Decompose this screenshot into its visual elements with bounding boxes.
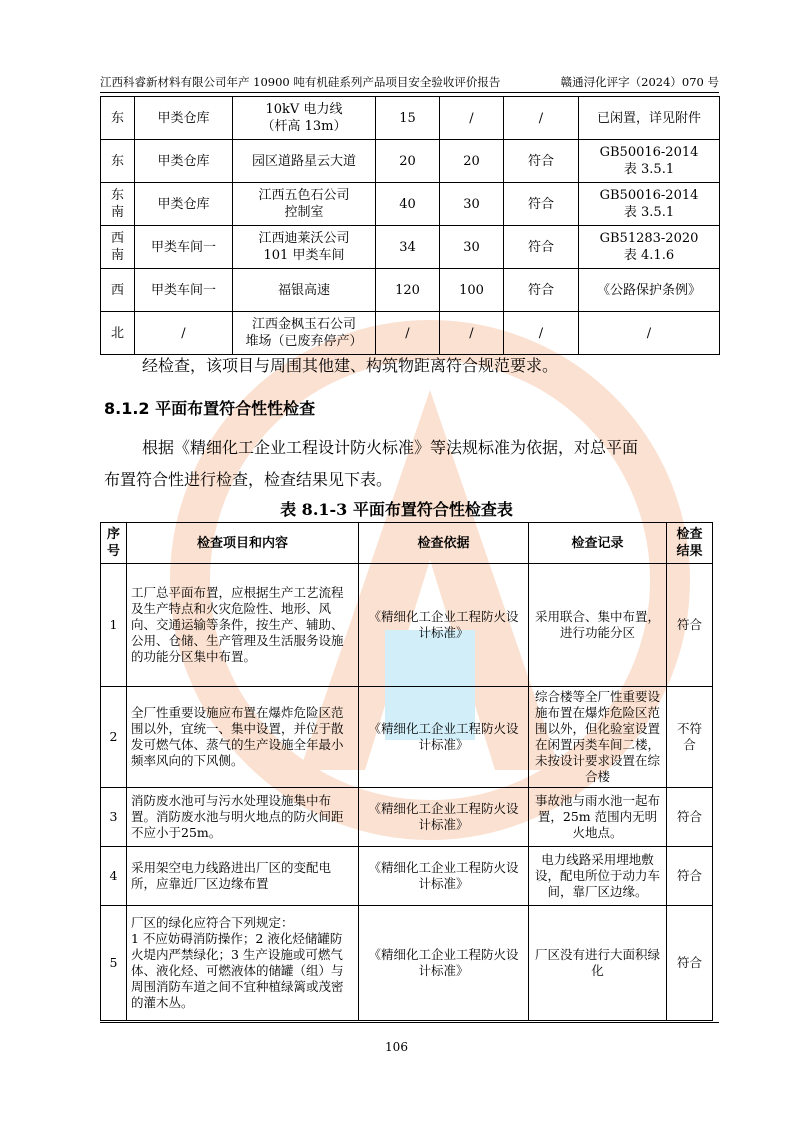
table-cell: 电力线路采用埋地敷设，配电所位于动力车间，靠厂区边缘。 [529, 847, 667, 906]
table-cell: 30 [440, 226, 504, 269]
table-row [101, 847, 713, 906]
intro-paragraph-line1: 根据《精细化工企业工程设计防火标准》等法规标准为依据，对总平面 [142, 438, 639, 457]
table-cell: 西 南 [101, 226, 135, 269]
table-cell: 120 [376, 269, 440, 312]
table-cell: 15 [376, 97, 440, 140]
table-row [101, 564, 713, 687]
table-cell: GB51283-2020 表 4.1.6 [579, 226, 720, 269]
table-cell: 甲类仓库 [135, 140, 233, 183]
table-cell: 福银高速 [233, 269, 376, 312]
table-cell: 工厂总平面布置，应根据生产工艺流程及生产特点和火灾危险性、地形、风向、交通运输等条件，按生产、辅助、公用、仓储、生产管理及生活服务设施的功能分区集中布置。 [127, 564, 359, 687]
intro-paragraph-line2: 布置符合性进行检查，检查结果见下表。 [104, 470, 393, 489]
table-cell: 东 [101, 97, 135, 140]
table-cell: 100 [440, 269, 504, 312]
table-cell: 《精细化工企业工程防火设计标准》 [359, 564, 529, 687]
table-cell: 采用联合、集中布置，进行功能分区 [529, 564, 667, 687]
table-cell: 10kV 电力线 （杆高 13m） [233, 97, 376, 140]
layout-check-table-body [101, 564, 713, 1021]
table-cell: 采用架空电力线路进出厂区的变配电所，应靠近厂区边缘布置 [127, 847, 359, 906]
table-cell: GB50016-2014 表 3.5.1 [579, 140, 720, 183]
header-title: 江西科睿新材料有限公司年产 10900 吨有机硅系列产品项目安全验收评价报告 [100, 75, 501, 89]
table-row [101, 906, 713, 1021]
page-number: 106 [385, 1040, 408, 1054]
table-cell: 《公路保护条例》 [579, 269, 720, 312]
table-cell: / [376, 312, 440, 355]
table-row [101, 269, 720, 312]
table-cell: / [440, 97, 504, 140]
table-row [101, 183, 720, 226]
table-cell: 《精细化工企业工程防火设计标准》 [359, 788, 529, 847]
table-header-cell: 检查项目和内容 [127, 523, 359, 564]
table-cell: 园区道路星云大道 [233, 140, 376, 183]
table-cell: 符合 [667, 847, 713, 906]
table-header-cell: 检查记录 [529, 523, 667, 564]
table-cell: 甲类车间一 [135, 226, 233, 269]
table-cell: 事故池与雨水池一起布置，25m 范围内无明火地点。 [529, 788, 667, 847]
table-caption: 表 8.1-3 平面布置符合性检查表 [280, 500, 513, 519]
table-cell: / [579, 312, 720, 355]
table-row [101, 687, 713, 788]
table-row [101, 140, 720, 183]
table-cell: 30 [440, 183, 504, 226]
table-cell: 江西迪莱沃公司 101 甲类车间 [233, 226, 376, 269]
section-heading: 8.1.2 平面布置符合性性检查 [104, 399, 316, 418]
footer-divider [100, 1022, 719, 1023]
table-cell: 1 [101, 564, 127, 687]
table-cell: 厂区没有进行大面积绿化 [529, 906, 667, 1021]
table-row [101, 312, 720, 355]
table-header-cell: 检查依据 [359, 523, 529, 564]
table-cell: / [440, 312, 504, 355]
table-cell: 20 [376, 140, 440, 183]
table-cell: 《精细化工企业工程防火设计标准》 [359, 847, 529, 906]
table-cell: GB50016-2014 表 3.5.1 [579, 183, 720, 226]
table-row [101, 226, 720, 269]
table-cell: 甲类仓库 [135, 183, 233, 226]
table-cell: 江西五色石公司 控制室 [233, 183, 376, 226]
table-cell: 综合楼等全厂性重要设施布置在爆炸危险区范围以外，但化验室设置在闲置丙类车间二楼，未按设计要求设置在综合楼 [529, 687, 667, 788]
table-header-cell: 序 号 [101, 523, 127, 564]
table-cell: 全厂性重要设施应布置在爆炸危险区范围以外，宜统一、集中设置，并位于散发可燃气体、蒸气的生产设施全年最小频率风向的下风侧。 [127, 687, 359, 788]
distance-table-body [101, 97, 720, 355]
table-cell: 符合 [504, 140, 579, 183]
table-cell: 符合 [504, 269, 579, 312]
table-cell: 西 [101, 269, 135, 312]
table-cell: 《精细化工企业工程防火设计标准》 [359, 906, 529, 1021]
table-cell: 3 [101, 788, 127, 847]
table-cell: 4 [101, 847, 127, 906]
table-cell: 东 南 [101, 183, 135, 226]
table-cell: 符合 [667, 564, 713, 687]
table-cell: 符合 [667, 906, 713, 1021]
table-cell: 20 [440, 140, 504, 183]
table-cell: 厂区的绿化应符合下列规定： 1 不应妨碍消防操作；2 液化烃储罐防火堤内严禁绿化；3 生产设施或可燃气体、液化烃、可燃液体的储罐（组）与周围消防车道之间不宜种植绿篱或茂密的灌木丛。 [127, 906, 359, 1021]
table-cell: 甲类车间一 [135, 269, 233, 312]
distance-conclusion: 经检查，该项目与周围其他建、构筑物距离符合规范要求。 [142, 356, 559, 375]
table-cell: 甲类仓库 [135, 97, 233, 140]
table-cell: 2 [101, 687, 127, 788]
distance-table [100, 96, 720, 355]
table-cell: 符合 [667, 788, 713, 847]
table-row [101, 97, 720, 140]
table-header-cell: 检查 结果 [667, 523, 713, 564]
layout-check-table [100, 522, 713, 1021]
table-cell: 已闲置，详见附件 [579, 97, 720, 140]
table-cell: / [135, 312, 233, 355]
table-cell: 34 [376, 226, 440, 269]
table-cell: 东 [101, 140, 135, 183]
table-cell: 消防废水池可与污水处理设施集中布置。消防废水池与明火地点的防火间距不应小于25m。 [127, 788, 359, 847]
table-cell: 江西金枫玉石公司 堆场（已废弃停产） [233, 312, 376, 355]
layout-check-table-header [101, 523, 713, 564]
table-cell: 符合 [504, 183, 579, 226]
table-cell: 40 [376, 183, 440, 226]
table-cell: 北 [101, 312, 135, 355]
page-header [100, 68, 719, 93]
table-cell: 《精细化工企业工程防火设计标准》 [359, 687, 529, 788]
table-cell: 5 [101, 906, 127, 1021]
table-cell: 不符 合 [667, 687, 713, 788]
table-cell: / [504, 312, 579, 355]
table-cell: 符合 [504, 226, 579, 269]
header-report-number: 赣通浔化评字（2024）070 号 [560, 75, 719, 89]
table-row [101, 788, 713, 847]
table-cell: / [504, 97, 579, 140]
